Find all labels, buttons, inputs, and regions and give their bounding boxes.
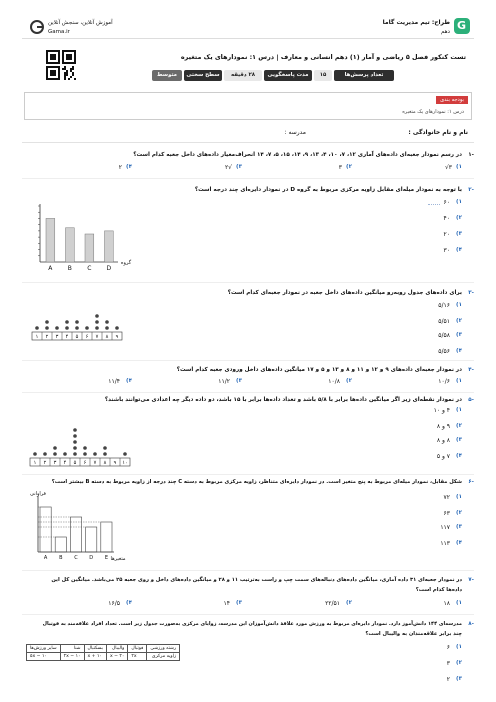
x-tick-label: ۱: [33, 460, 37, 466]
dot: [53, 452, 57, 456]
x-tick-label: ۱: [35, 334, 39, 340]
dot: [63, 452, 67, 456]
bar-E: [101, 522, 112, 552]
bar-D: [105, 231, 114, 262]
qr-module: [66, 72, 68, 74]
table-cell: x − ۲۰: [106, 653, 127, 661]
q3-option-3-num[interactable]: ۳): [456, 332, 462, 338]
dot: [35, 326, 39, 330]
q6-option-2-num[interactable]: ۲): [456, 510, 462, 516]
dot: [95, 326, 99, 330]
dot: [43, 452, 47, 456]
q1-option-3-num[interactable]: ۳): [236, 164, 242, 170]
difficulty-value: متوسط: [152, 70, 182, 81]
q4-option-2-num[interactable]: ۲): [346, 378, 352, 384]
gama-logo-right: G: [454, 18, 470, 34]
dot: [73, 440, 77, 444]
qr-finder-core: [66, 54, 72, 60]
table-cell: ۵x − ۱۰: [27, 653, 61, 661]
q4-option-3[interactable]: ۱۱/۲: [218, 378, 230, 385]
gama-site: Gama.ir: [48, 29, 70, 35]
question-8-text-line2: چند برابر علاقه‌مندان به والیبال است؟: [365, 631, 462, 637]
question-6-text: شکل مقابل، نمودار میله‌ای مربوط به پنج متغیر است. در نمودار دایره‌ای متناظر، زاویه مرکزی مربوط به دسته C چند درجه از زاویه مربوط به دسته B بیشتر است؟: [51, 479, 462, 485]
q6-option-1[interactable]: ۷۲: [443, 494, 450, 501]
x-tick-label: ۱۰: [122, 460, 128, 466]
x-tick-label: ۸: [103, 460, 107, 466]
q6-option-4-num[interactable]: ۴): [456, 540, 462, 546]
x-tick-label: ۳: [55, 334, 59, 340]
x-tick-label: ۳: [53, 460, 57, 466]
q1-option-1-num[interactable]: ۱): [456, 164, 462, 170]
question-3-text: برای داده‌های جدول روبه‌رو میانگین داده‌های داخل جعبه در نمودار جعبه‌ای کدام است؟: [227, 290, 462, 296]
qr-module: [68, 78, 70, 80]
qr-module: [72, 72, 74, 74]
x-tick-label: ۴: [65, 334, 69, 340]
dot: [53, 446, 57, 450]
x-tick-label: ۵: [75, 334, 79, 340]
x-tick-label: C: [74, 555, 78, 561]
x-tick-label: ۵: [73, 460, 77, 466]
dot: [105, 320, 109, 324]
dot: [83, 446, 87, 450]
qr-finder-core: [50, 70, 56, 76]
q1-option-3[interactable]: ۲√: [224, 164, 232, 171]
dot: [45, 320, 49, 324]
q1-option-2[interactable]: ۳: [338, 164, 342, 171]
question-2-text: با توجه به نمودار میله‌ای مقابل زاویه مرکزی مربوط به گروه D در نمودار دایره‌ای چند درجه است؟: [194, 187, 462, 193]
table-cell: ۲x − ۱۰: [60, 653, 84, 661]
bar-C: [70, 517, 81, 552]
question-count-value: ۱۵: [314, 70, 332, 81]
x-tick-label: ۷: [93, 460, 97, 466]
q3-option-1[interactable]: ۵/۱۶: [438, 302, 450, 309]
x-tick-label: ۴: [63, 460, 67, 466]
q7-option-1[interactable]: ۱۸: [443, 600, 450, 607]
bar-B: [55, 537, 66, 552]
q7-option-2-num[interactable]: ۲): [346, 600, 352, 606]
qr-module: [64, 74, 66, 76]
x-tick-label: D: [106, 265, 112, 272]
qr-module: [72, 74, 74, 76]
x-tick-label: ۲: [43, 460, 47, 466]
q2-option-4-num[interactable]: ۴): [456, 247, 462, 253]
x-tick-label: ۷: [95, 334, 99, 340]
q7-option-4-num[interactable]: ۴): [126, 600, 132, 606]
q2-option-1[interactable]: ۶۰: [443, 199, 450, 206]
table-cell: فوتبال: [128, 645, 147, 653]
x-tick-label: E: [104, 555, 108, 561]
q8-option-1[interactable]: ۶: [446, 644, 450, 651]
q5-option-4[interactable]: ۷ و ۵: [436, 453, 450, 460]
q4-option-2[interactable]: ۱۰/۸: [328, 378, 340, 385]
x-tick-label: ۸: [105, 334, 109, 340]
q5-option-3-num[interactable]: ۳): [456, 437, 462, 443]
table-cell: زاویه مرکزی: [147, 653, 180, 661]
question-8-text: مدرسه‌ای ۱۴۴ دانش‌آموز دارد. نمودار دایره‌ای مربوط به ورزش مورد علاقهٔ دانش‌آموزان این مدرسه، زوایای مرکزی به‌صورت جدول زیر است. تعداد افراد علاقه‌مند به فوتبال: [42, 621, 462, 627]
grade-label: دهم: [440, 29, 450, 35]
q3-dot-plot: [30, 306, 126, 342]
question-4-text: در نمودار جعبه‌ای داده‌های ۹ و ۱۲ و ۱۱ و ۸ و ۱۳ و ۵ و ۱۷ میانگین داده‌های داخل ورودی جعبه کدام است؟: [176, 367, 462, 373]
q2-option-3[interactable]: ۲۰: [443, 231, 450, 238]
duration-label: مدت پاسخگویی: [264, 70, 312, 81]
duration-value: ۲۸ دقیقه: [224, 70, 262, 81]
x-tick-label: ۹: [115, 334, 119, 340]
q2-option-3-num[interactable]: ۳): [456, 231, 462, 237]
qr-module: [64, 68, 66, 70]
x-tick-label: ۹: [113, 460, 117, 466]
q6-option-4[interactable]: ۱۱۳: [440, 540, 450, 547]
dot: [45, 326, 49, 330]
table-cell: بسکتبال: [84, 645, 106, 653]
x-axis-label: متغیرها: [110, 556, 126, 562]
q3-option-2-num[interactable]: ۲): [456, 318, 462, 324]
school-label: مدرسه :: [284, 129, 306, 136]
qr-module: [64, 78, 66, 80]
q4-option-3-num[interactable]: ۳): [236, 378, 242, 384]
difficulty-label: سطح سختی: [184, 70, 222, 81]
q6-divider: [22, 570, 474, 571]
question-5-number: -۵: [468, 397, 474, 403]
dot: [95, 314, 99, 318]
x-tick-label: A: [48, 265, 53, 272]
q8-table-row: [27, 653, 180, 661]
table-cell: ۲x: [128, 653, 147, 661]
qr-module: [64, 66, 66, 68]
q1-options: [22, 164, 462, 174]
q8-option-2[interactable]: ۳: [446, 660, 450, 667]
q7-option-1-num[interactable]: ۱): [456, 600, 462, 606]
qr-module: [72, 68, 74, 70]
q2-option-2[interactable]: ۴۰: [443, 215, 450, 222]
question-4-number: -۴: [468, 367, 474, 373]
q5-option-2[interactable]: ۹ و ۸: [436, 423, 450, 430]
q8-table: [26, 644, 180, 661]
q5-divider: [22, 474, 474, 475]
table-cell: x + ۱۰: [84, 653, 106, 661]
dot: [93, 452, 97, 456]
question-8-number: -۸: [468, 621, 474, 627]
q4-option-4-num[interactable]: ۴): [126, 378, 132, 384]
q3-option-2[interactable]: ۵/۵۱: [438, 318, 450, 325]
q7-option-3-num[interactable]: ۳): [236, 600, 242, 606]
dot: [65, 326, 69, 330]
q7-divider: [22, 614, 474, 615]
dot: [123, 452, 127, 456]
q3-option-3[interactable]: ۵/۵۸: [438, 332, 450, 339]
question-7-text: در نمودار جعبه‌ای ۳۱ داده آماری، میانگین داده‌های دنباله‌های سمت چپ و راست به‌ترتیب ۱۱ و ۲۸ و میانگین داده‌های داخل و روی جعبه ۲۵ می‌باشد. میانگین کل این: [51, 577, 462, 583]
q4-option-1[interactable]: ۱۰/۶: [438, 378, 450, 385]
dot: [115, 326, 119, 330]
q3-option-4-num[interactable]: ۴): [456, 348, 462, 354]
x-tick-label: D: [89, 555, 94, 561]
q4-option-4[interactable]: ۱۱/۴: [108, 378, 120, 385]
name-label: نام و نام خانوادگی :: [408, 129, 468, 136]
dot: [83, 452, 87, 456]
dot: [55, 326, 59, 330]
dot: [75, 320, 79, 324]
qr-module: [62, 68, 64, 70]
q1-option-1[interactable]: ۳√: [444, 164, 452, 171]
qr-module: [70, 70, 72, 72]
q1-option-4[interactable]: ۲: [118, 164, 122, 171]
dot: [85, 326, 89, 330]
budget-tag: بودجه بندی: [436, 96, 468, 104]
q7-option-3[interactable]: ۱۴: [223, 600, 230, 607]
q8-option-3[interactable]: ۲: [446, 676, 450, 683]
q2-option-1-num[interactable]: ۱): [456, 199, 462, 205]
bar-C: [85, 234, 94, 262]
q7-option-2[interactable]: ۲۲/۵۱: [325, 600, 340, 607]
table-cell: والیبال: [106, 645, 127, 653]
question-count-label: تعداد پرسش‌ها: [334, 70, 394, 81]
q7-option-4[interactable]: ۱۶/۵: [108, 600, 120, 607]
designer-label: طراح: تیم مدیریت گاما: [382, 19, 450, 26]
table-cell: شنا: [60, 645, 84, 653]
q1-option-4-num[interactable]: ۴): [126, 164, 132, 170]
dot: [103, 446, 107, 450]
q3-option-4[interactable]: ۵/۵۶: [438, 348, 450, 355]
qr-module: [64, 72, 66, 74]
q5-option-3[interactable]: ۸ و ۸: [436, 437, 450, 444]
dot: [73, 452, 77, 456]
question-1-text: در رسم نمودار جعبه‌ای داده‌های آماری ۱۲، ۷، ۱۰، ۴، ۱۳، ۹، ۱۴، ۱۵، ۵، ۷، ۱۴ انحراف‌معیار داده‌های داخل جعبه کدام است؟: [133, 152, 462, 158]
name-divider: [22, 142, 474, 143]
question-3-number: -۳: [468, 290, 474, 296]
table-cell: سایر ورزش‌ها: [27, 645, 61, 653]
q3-divider: [22, 360, 474, 361]
dot: [65, 320, 69, 324]
q2-divider: [22, 282, 474, 283]
q4-options: [22, 378, 462, 388]
q6-option-3[interactable]: ۱۱۷: [440, 524, 450, 531]
dot: [75, 326, 79, 330]
question-7-number: -۷: [468, 577, 474, 583]
page-title: تست کنکور فصل ۵ ریاضی و آمار (۱) دهم انسانی و معارف | درس ۱: نمودارهای یک متغیره: [180, 53, 466, 61]
q4-divider: [22, 392, 474, 393]
gama-tagline: آموزش آنلاین، سنجش آنلاین: [48, 20, 113, 26]
dot: [95, 320, 99, 324]
q5-option-1-num[interactable]: ۱): [456, 407, 462, 413]
dot: [103, 452, 107, 456]
q6-option-1-num[interactable]: ۱): [456, 494, 462, 500]
qr-module: [66, 74, 68, 76]
qr-module: [64, 76, 66, 78]
question-2-number: -۲: [468, 187, 474, 193]
q5-option-4-num[interactable]: ۴): [456, 453, 462, 459]
q2-option-2-num[interactable]: ۲): [456, 215, 462, 221]
header-divider: [22, 38, 474, 39]
q5-dot-plot: [28, 408, 132, 468]
qr-module: [74, 78, 76, 80]
q6-option-3-num[interactable]: ۳): [456, 524, 462, 530]
dot: [73, 428, 77, 432]
question-7-text-line2: داده‌ها کدام است؟: [415, 587, 462, 593]
q8-option-2-num[interactable]: ۲): [456, 660, 462, 666]
q8-option-3-num[interactable]: ۳): [456, 676, 462, 682]
q2-option-4[interactable]: ۳۰: [443, 247, 450, 254]
dot: [73, 446, 77, 450]
y-axis-label: فراوانی: [30, 491, 46, 497]
x-tick-label: C: [87, 265, 92, 272]
qr-code[interactable]: [46, 50, 76, 80]
qr-module: [70, 68, 72, 70]
q6-option-2[interactable]: ۶۳: [443, 510, 450, 517]
table-cell: رشته ورزشی: [147, 645, 180, 653]
q4-option-1-num[interactable]: ۱): [456, 378, 462, 384]
q5-option-1[interactable]: ۴ و ۱۰: [433, 407, 450, 414]
x-tick-label: B: [67, 265, 72, 272]
q8-table-header-row: [27, 645, 180, 653]
lesson-label: درس ۱: نمودارهای یک متغیره: [402, 109, 464, 115]
x-tick-label: ۶: [83, 460, 87, 466]
x-tick-label: ۶: [85, 334, 89, 340]
q1-option-2-num[interactable]: ۲): [346, 164, 352, 170]
q2-bar-chart: [32, 200, 132, 278]
x-tick-label: A: [43, 555, 48, 561]
q8-option-1-num[interactable]: ۱): [456, 644, 462, 650]
dot: [33, 452, 37, 456]
question-6-number: -۶: [468, 479, 474, 485]
bar-A: [46, 218, 55, 262]
question-5-text: در نمودار نقطه‌ای زیر اگر میانگین داده‌ها برابر با ۵/۸ باشد و تعداد داده‌ها برابر با ۱۵ باشد، دو داده دیگر چه اعدادی می‌توانند باشند؟: [104, 397, 462, 403]
dot: [73, 434, 77, 438]
q3-option-1-num[interactable]: ۱): [456, 302, 462, 308]
qr-module: [72, 66, 74, 68]
question-1-number: -۱: [468, 152, 474, 158]
dot: [105, 326, 109, 330]
qr-module: [66, 70, 68, 72]
x-tick-label: B: [59, 555, 63, 561]
q7-options: [22, 600, 462, 610]
q1-divider: [22, 178, 474, 179]
x-axis-label: گروه: [120, 260, 132, 266]
q5-option-2-num[interactable]: ۲): [456, 423, 462, 429]
gama-logo-left: [30, 19, 44, 33]
qr-finder-core: [50, 54, 56, 60]
x-tick-label: ۲: [45, 334, 49, 340]
bar-B: [66, 228, 75, 262]
bar-A: [40, 507, 51, 552]
q6-bar-chart: [28, 490, 132, 564]
bar-D: [86, 527, 97, 552]
qr-module: [70, 76, 72, 78]
